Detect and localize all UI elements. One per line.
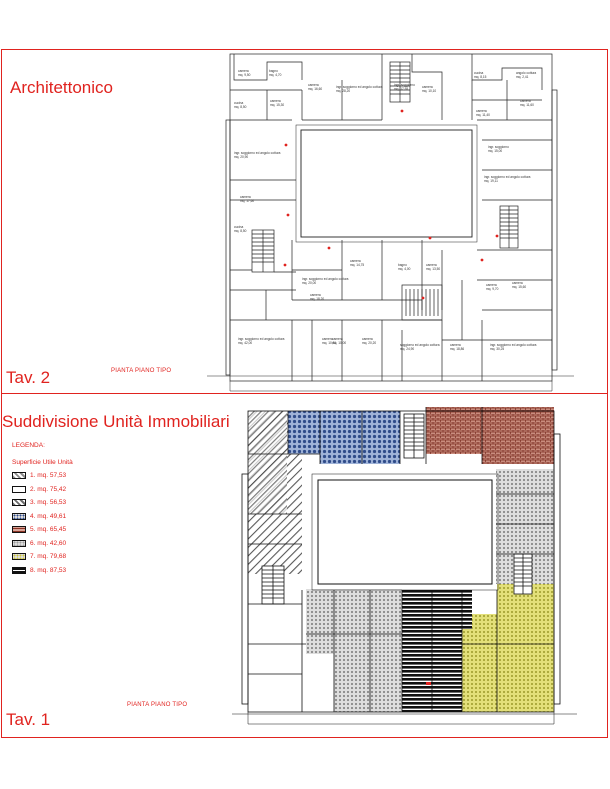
- room-label: cucina mq. 8,50: [234, 225, 247, 233]
- room-label: ingr. soggiorno ed angolo cottura mq. 42,00: [238, 337, 285, 345]
- unit-8-area: [402, 589, 472, 712]
- room-label: camera mq. 10,00: [332, 337, 347, 345]
- room-label: camera mq. 11,40: [476, 109, 490, 117]
- room-label: camera mq. 13,50: [426, 263, 441, 271]
- room-label: camera mq. 17,60: [240, 195, 255, 203]
- room-label: cucina mq. 8,15: [474, 71, 487, 79]
- marker-symbol: [285, 144, 288, 147]
- units-heading: Suddivisione Unità Immobiliari: [2, 412, 230, 431]
- marker-symbol: [426, 682, 431, 685]
- legend-label: 4. mq. 49,61: [30, 512, 67, 520]
- architectural-heading: Architettonico: [10, 78, 113, 97]
- architectural-floor-plan: [2, 50, 609, 395]
- room-label: camera mq. 20,20: [362, 337, 377, 345]
- legend-label: 5. mq. 65,45: [30, 526, 67, 534]
- marker-symbol: [481, 259, 484, 262]
- unit-4-area: [288, 411, 400, 464]
- units-floor-plan: [2, 394, 609, 739]
- room-label: camera mq. 15,30: [270, 99, 285, 107]
- marker-symbol: [401, 110, 404, 113]
- courtyard-bottom: [318, 480, 492, 584]
- marker-symbol: [496, 235, 499, 238]
- room-label: camera mq. 14,75: [350, 259, 365, 267]
- room-label: camera mq. 16,60: [308, 83, 323, 91]
- marker-symbol: [287, 214, 290, 217]
- room-label: ingr. soggiorno ed angolo cottura mq. 20,00: [302, 277, 349, 285]
- marker-symbol: [328, 247, 331, 250]
- room-label: cucina mq. 8,50: [234, 101, 247, 109]
- room-label: ingr. soggiorno ed angolo cottura mq. 28,20: [336, 85, 383, 93]
- room-label: camera mq. 15,60: [512, 281, 527, 289]
- room-label: camera mq. 10,31: [322, 337, 337, 345]
- room-label: angolo cottura mq. 2,41: [516, 71, 537, 79]
- courtyard: [301, 130, 472, 237]
- room-label: ingr. soggiorno ed angolo cottura mq. 20,90: [234, 151, 281, 159]
- room-label: ingr. soggiorno ed angolo cottura mq. 30,25: [490, 343, 537, 351]
- tav-1-label: Tav. 1: [6, 710, 51, 729]
- room-label: camera mq. 9,70: [486, 283, 499, 291]
- unit-5-area: [426, 407, 554, 464]
- legend-label: 6. mq. 42,60: [30, 539, 67, 547]
- room-label: camera mq. 11,60: [520, 99, 534, 107]
- legend-label: 8. mq. 87,53: [30, 566, 67, 574]
- unit-2-area: [306, 589, 402, 712]
- legend-label: 3. mq. 56,53: [30, 499, 67, 507]
- plan-caption-bottom: PIANTA PIANO TIPO: [127, 702, 188, 708]
- architectural-panel: [1, 49, 608, 394]
- marker-symbol: [284, 264, 287, 267]
- room-label: camera mq. 18,86: [450, 343, 465, 351]
- marker-symbol: [422, 297, 425, 300]
- marker-symbol: [429, 237, 432, 240]
- room-label: camera mq. 10,10: [422, 85, 437, 93]
- unit-7-area: [462, 584, 554, 712]
- room-label: bagno mq. 4,00: [398, 263, 411, 271]
- legend-label: 7. mq. 79,68: [30, 553, 67, 561]
- room-label: ingr. soggiorno ed angolo cottura mq. 19,11: [484, 175, 531, 183]
- legend-label: 1. mq. 57,53: [30, 472, 67, 480]
- room-label: bagno mq. 4,70: [269, 69, 282, 77]
- room-label: ingr. soggiorno mq. 17,55: [394, 83, 415, 91]
- room-label: soggiorno ed angolo cottura mq. 24,90: [400, 343, 440, 351]
- legend-title: LEGENDA:: [12, 442, 45, 449]
- room-label: camera mq. 9,50: [238, 69, 251, 77]
- room-label: ingr. soggiorno mq. 15,00: [488, 145, 509, 153]
- legend-subtitle: Superficie Utile Unità: [12, 459, 73, 466]
- unit-3-area: [248, 411, 287, 514]
- room-label: camera mq. 18,20: [310, 293, 325, 301]
- legend-label: 2. mq. 75,42: [30, 485, 67, 493]
- plan-caption-top: PIANTA PIANO TIPO: [111, 368, 172, 374]
- units-panel: [1, 393, 608, 738]
- tav-2-label: Tav. 2: [6, 368, 51, 387]
